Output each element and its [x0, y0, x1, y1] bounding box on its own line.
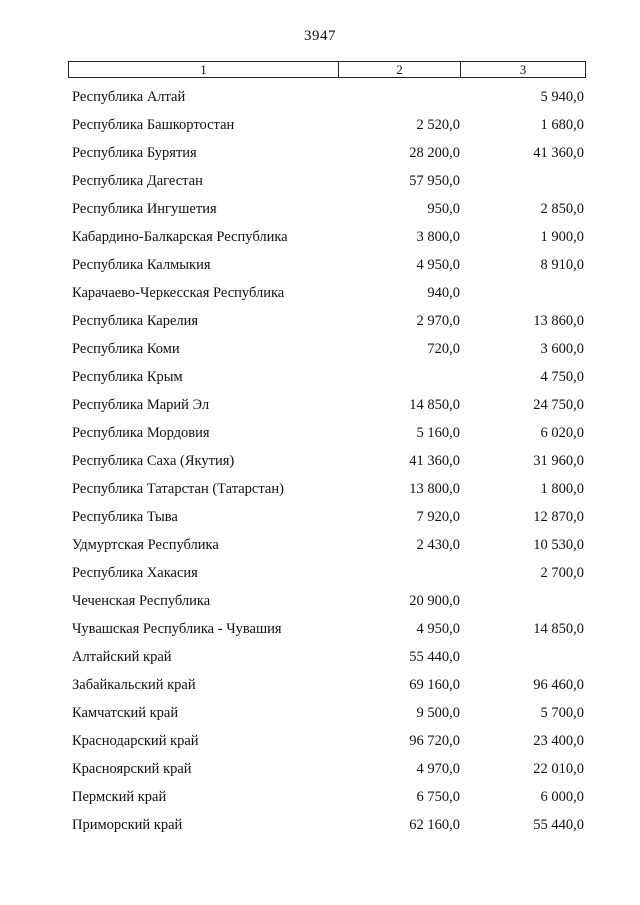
table-row [0, 587, 640, 615]
value-column-2: 2 430,0 [416, 537, 460, 553]
table-row [0, 139, 640, 167]
region-name: Забайкальский край [72, 677, 196, 693]
value-column-2: 62 160,0 [409, 817, 460, 833]
region-name: Красноярский край [72, 761, 192, 777]
table-row [0, 811, 640, 839]
table-row [0, 251, 640, 279]
region-name: Чувашская Республика - Чувашия [72, 621, 282, 637]
region-name: Алтайский край [72, 649, 172, 665]
region-name: Республика Коми [72, 341, 180, 357]
column-header-3: 3 [519, 62, 527, 77]
value-column-2: 14 850,0 [409, 397, 460, 413]
region-name: Республика Карелия [72, 313, 199, 329]
value-column-2: 41 360,0 [409, 453, 460, 469]
table-row [0, 755, 640, 783]
value-column-3: 8 910,0 [540, 257, 584, 273]
value-column-2: 7 920,0 [416, 509, 460, 525]
value-column-3: 31 960,0 [533, 453, 584, 469]
table-row [0, 391, 640, 419]
value-column-3: 1 680,0 [540, 117, 584, 133]
table-row [0, 83, 640, 111]
value-column-2: 13 800,0 [409, 481, 460, 497]
region-name: Республика Алтай [72, 89, 186, 105]
table-row [0, 279, 640, 307]
region-name: Краснодарский край [72, 733, 199, 749]
value-column-2: 9 500,0 [416, 705, 460, 721]
table-row [0, 111, 640, 139]
region-name: Республика Марий Эл [72, 397, 210, 413]
region-name: Республика Ингушетия [72, 201, 217, 217]
region-name: Пермский край [72, 789, 167, 805]
region-name: Республика Саха (Якутия) [72, 453, 235, 469]
value-column-3: 3 600,0 [540, 341, 584, 357]
table-row [0, 531, 640, 559]
region-name: Чеченская Республика [72, 593, 211, 609]
value-column-2: 69 160,0 [409, 677, 460, 693]
value-column-2: 55 440,0 [409, 649, 460, 665]
value-column-3: 23 400,0 [533, 733, 584, 749]
value-column-3: 5 940,0 [540, 89, 584, 105]
value-column-3: 1 900,0 [540, 229, 584, 245]
value-column-3: 6 000,0 [540, 789, 584, 805]
column-header-1: 1 [69, 62, 339, 77]
region-name: Республика Бурятия [72, 145, 197, 161]
region-name: Республика Татарстан (Татарстан) [72, 481, 284, 497]
table-row [0, 223, 640, 251]
table-row [0, 783, 640, 811]
table-row [0, 671, 640, 699]
region-name: Кабардино-Балкарская Республика [72, 229, 288, 245]
region-name: Республика Тыва [72, 509, 178, 525]
region-name: Республика Крым [72, 369, 183, 385]
value-column-3: 4 750,0 [540, 369, 584, 385]
value-column-3: 41 360,0 [533, 145, 584, 161]
table-row [0, 475, 640, 503]
region-name: Республика Башкортостан [72, 117, 235, 133]
value-column-2: 2 970,0 [416, 313, 460, 329]
value-column-3: 14 850,0 [533, 621, 584, 637]
value-column-2: 4 970,0 [416, 761, 460, 777]
table-row [0, 195, 640, 223]
table-row [0, 699, 640, 727]
region-name: Приморский край [72, 817, 183, 833]
value-column-3: 2 850,0 [540, 201, 584, 217]
value-column-2: 57 950,0 [409, 173, 460, 189]
value-column-3: 12 870,0 [533, 509, 584, 525]
table-row [0, 643, 640, 671]
value-column-2: 940,0 [427, 285, 460, 301]
value-column-2: 4 950,0 [416, 621, 460, 637]
table-row [0, 307, 640, 335]
table-row [0, 167, 640, 195]
column-header-2: 2 [339, 62, 461, 77]
value-column-2: 4 950,0 [416, 257, 460, 273]
value-column-3: 5 700,0 [540, 705, 584, 721]
value-column-2: 720,0 [427, 341, 460, 357]
region-name: Камчатский край [72, 705, 179, 721]
table-body [0, 83, 640, 839]
region-name: Удмуртская Республика [72, 537, 219, 553]
value-column-3: 1 800,0 [540, 481, 584, 497]
table-row [0, 503, 640, 531]
table-row [0, 335, 640, 363]
region-name: Республика Хакасия [72, 565, 198, 581]
value-column-2: 950,0 [427, 201, 460, 217]
region-name: Республика Дагестан [72, 173, 203, 189]
value-column-2: 96 720,0 [409, 733, 460, 749]
table-row [0, 363, 640, 391]
region-name: Республика Мордовия [72, 425, 210, 441]
table-row [0, 615, 640, 643]
value-column-2: 28 200,0 [409, 145, 460, 161]
value-column-2: 20 900,0 [409, 593, 460, 609]
table-row [0, 447, 640, 475]
value-column-3: 6 020,0 [540, 425, 584, 441]
value-column-2: 6 750,0 [416, 789, 460, 805]
value-column-3: 22 010,0 [533, 761, 584, 777]
page-number: 3947 [304, 28, 336, 44]
region-name: Карачаево-Черкесская Республика [72, 285, 285, 301]
table-header [68, 61, 586, 78]
value-column-3: 24 750,0 [533, 397, 584, 413]
value-column-3: 13 860,0 [533, 313, 584, 329]
table-row [0, 419, 640, 447]
value-column-3: 2 700,0 [540, 565, 584, 581]
value-column-2: 3 800,0 [416, 229, 460, 245]
value-column-2: 2 520,0 [416, 117, 460, 133]
region-name: Республика Калмыкия [72, 257, 211, 273]
value-column-2: 5 160,0 [416, 425, 460, 441]
table-row [0, 559, 640, 587]
table-row [0, 727, 640, 755]
value-column-3: 10 530,0 [533, 537, 584, 553]
value-column-3: 96 460,0 [533, 677, 584, 693]
value-column-3: 55 440,0 [533, 817, 584, 833]
